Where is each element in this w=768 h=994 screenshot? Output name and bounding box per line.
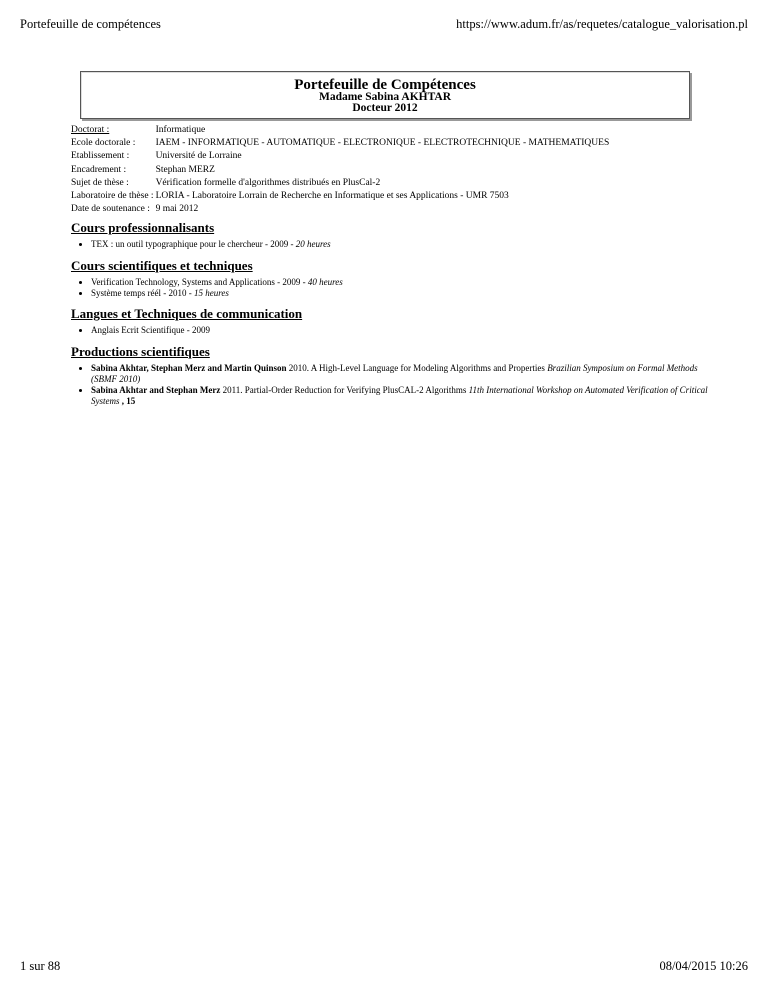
publication-authors: Sabina Akhtar and Stephan Merz <box>91 385 221 395</box>
course-text: Système temps réél - 2010 - <box>91 288 194 298</box>
section-heading: Cours professionnalisants <box>71 220 215 235</box>
course-text: TEX : un outil typographique pour le chercheur - 2009 - <box>91 239 296 249</box>
publication-extra: , 15 <box>119 396 136 406</box>
section-cours-professionnalisants <box>71 220 711 250</box>
info-value: Vérification formelle d'algorithmes distribués en PlusCal-2 <box>155 177 381 188</box>
course-text: Anglais Ecrit Scientifique - 2009 <box>91 325 210 335</box>
info-row <box>71 124 609 137</box>
list-item <box>91 239 711 250</box>
header-title: Portefeuille de compétences <box>20 17 161 31</box>
publication-venue: Brazilian Symposium on Formal Methods (SBMF 2010) <box>91 363 698 384</box>
info-row <box>71 164 609 177</box>
section-langues <box>71 306 711 336</box>
title-box <box>80 71 690 119</box>
section-heading: Cours scientifiques et techniques <box>71 258 253 273</box>
course-text: Verification Technology, Systems and Applications - 2009 - <box>91 277 308 287</box>
publication-title: 2011. Partial-Order Reduction for Verifying PlusCAL-2 Algorithms <box>220 385 469 395</box>
publication-item <box>91 385 711 407</box>
header-url: https://www.adum.fr/as/requetes/catalogue_valorisation.pl <box>456 17 748 31</box>
info-label: Ecole doctorale : <box>71 138 136 149</box>
info-label: Date de soutenance : <box>71 204 150 215</box>
course-list <box>71 239 711 250</box>
info-label <box>71 124 156 137</box>
info-value: IAEM - INFORMATIQUE - AUTOMATIQUE - ELECTRONIQUE - ELECTROTECHNIQUE - MATHEMATIQUES <box>155 138 610 149</box>
publication-venue: 11th International Workshop on Automated Verification of Critical Systems <box>91 385 708 406</box>
info-value: 9 mai 2012 <box>155 204 199 215</box>
info-value: Université de Lorraine <box>155 151 242 162</box>
info-label: Etablissement : <box>71 151 130 162</box>
list-item <box>91 325 711 336</box>
print-footer <box>20 959 748 977</box>
print-timestamp: 08/04/2015 10:26 <box>659 959 748 973</box>
publication-authors: Sabina Akhtar, Stephan Merz and Martin Quinson <box>91 363 287 373</box>
info-row <box>71 137 609 150</box>
course-hours: 15 heures <box>193 288 229 298</box>
info-label: Sujet de thèse : <box>71 177 129 188</box>
section-heading: Productions scientifiques <box>71 344 210 359</box>
info-row <box>71 203 609 216</box>
course-list <box>71 325 711 336</box>
info-label: Laboratoire de thèse : <box>71 191 154 202</box>
publication-list <box>71 363 711 407</box>
info-label: Encadrement : <box>71 164 127 175</box>
publication-item <box>91 363 711 385</box>
course-list <box>71 277 711 299</box>
section-cours-scientifiques <box>71 258 711 299</box>
course-hours: 40 heures <box>307 277 343 287</box>
page-number: 1 sur 88 <box>20 959 61 973</box>
list-item <box>91 277 711 288</box>
print-header <box>20 17 748 35</box>
section-heading: Langues et Techniques de communication <box>71 306 303 321</box>
document-title: Portefeuille de Compétences <box>294 77 476 93</box>
info-row <box>71 150 609 163</box>
info-row <box>71 190 609 203</box>
info-value: LORIA - Laboratoire Lorrain de Recherche en Informatique et ses Applications - UMR 7503 <box>155 191 509 202</box>
publication-title: 2010. A High-Level Language for Modeling Algorithms and Properties <box>286 363 548 373</box>
info-value: Informatique <box>155 125 206 135</box>
list-item <box>91 288 711 299</box>
doctorat-label: Doctorat : <box>71 125 110 135</box>
person-name: Madame Sabina AKHTAR <box>318 91 452 103</box>
thesis-info <box>71 124 609 216</box>
info-value: Stephan MERZ <box>155 164 215 175</box>
thesis-info-table <box>71 124 609 216</box>
degree-year: Docteur 2012 <box>352 102 418 114</box>
section-productions <box>71 344 711 407</box>
course-hours: 20 heures <box>295 239 331 249</box>
info-row <box>71 177 609 190</box>
